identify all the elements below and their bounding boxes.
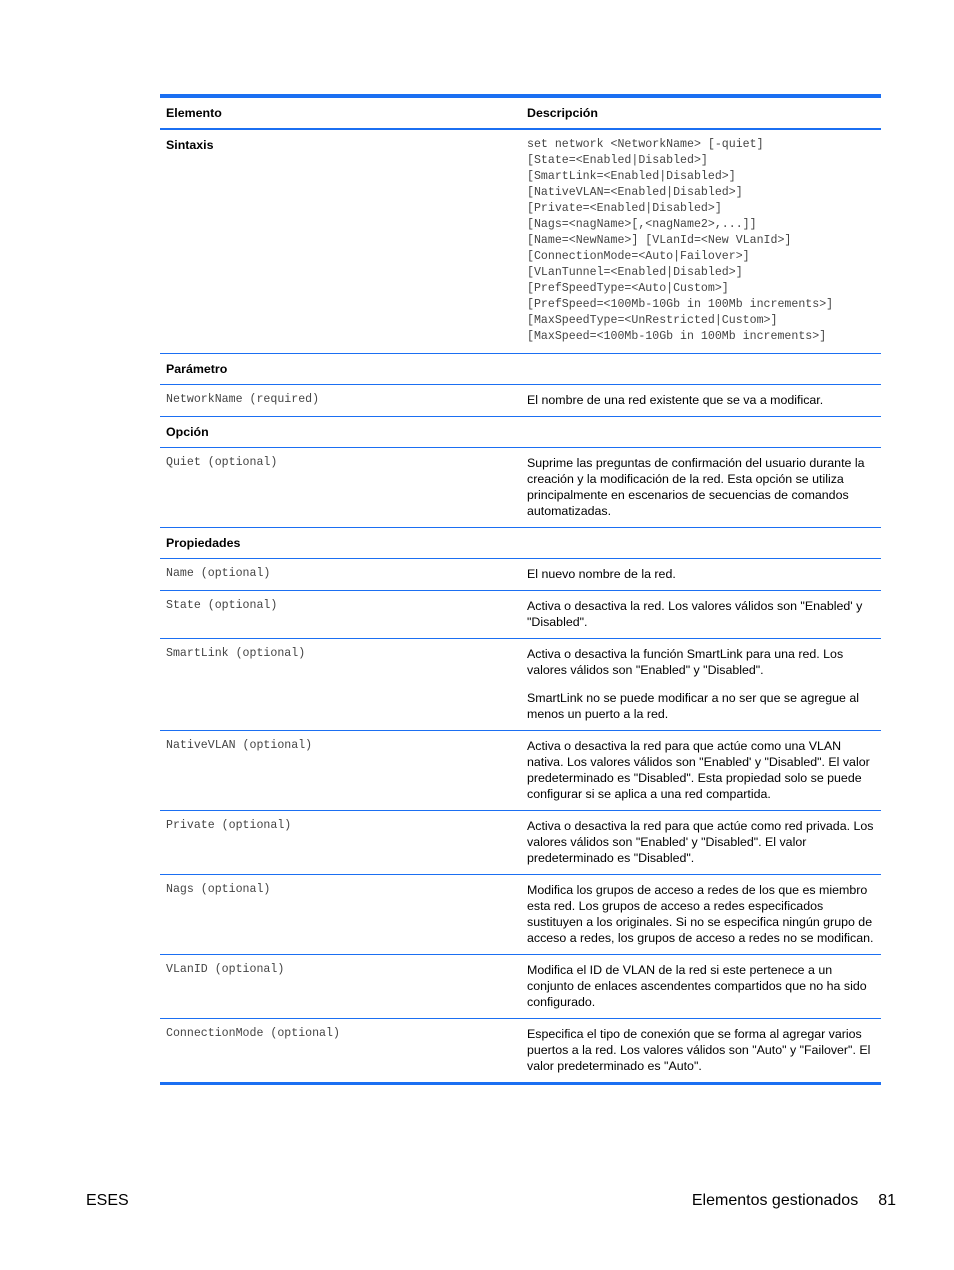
property-row-name: ConnectionMode (optional)	[166, 1027, 340, 1040]
property-row-name: NativeVLAN (optional)	[166, 739, 313, 752]
syntax-line: [PrefSpeed=<100Mb-10Gb in 100Mb increments>]	[527, 298, 834, 311]
description-paragraph: El nombre de una red existente que se va a modificar.	[527, 393, 824, 407]
syntax-label: Sintaxis	[166, 138, 214, 152]
property-row-description	[521, 1019, 881, 1082]
property-row-name: Private (optional)	[166, 819, 292, 832]
property-row	[160, 875, 881, 955]
property-row-description	[521, 731, 881, 810]
parameter-row-name: NetworkName (required)	[166, 393, 320, 406]
description-paragraph: Activa o desactiva la red para que actúe como una VLAN nativa. Los valores válidos son "Enabled' y "Disabled". El valor predeterminado es "Disabled". Esta propiedad solo se puede configurar si se aplica a una red compartida.	[527, 739, 870, 801]
syntax-line: [MaxSpeed=<100Mb-10Gb in 100Mb increments>]	[527, 330, 827, 343]
property-row	[160, 1019, 881, 1082]
option-section-row	[160, 417, 881, 448]
syntax-line: [State=<Enabled|Disabled>]	[527, 154, 708, 167]
property-row	[160, 559, 881, 591]
description-paragraph: SmartLink no se puede modificar a no ser que se agregue al menos un puerto a la red.	[527, 691, 859, 721]
option-section-label: Opción	[166, 425, 209, 439]
property-row	[160, 639, 881, 731]
syntax-line: [Name=<NewName>] [VLanId=<New VLanId>]	[527, 234, 792, 247]
property-row-description	[521, 591, 881, 638]
table-header-row	[160, 98, 881, 130]
footer-page-info	[692, 1192, 896, 1210]
footer-section-title: Elementos gestionados	[691, 1192, 859, 1209]
syntax-line: [Private=<Enabled|Disabled>]	[527, 202, 722, 215]
description-paragraph: Activa o desactiva la red para que actúe como red privada. Los valores válidos son "Enabled' y "Disabled". El valor predeterminado es "Disabled".	[527, 819, 874, 865]
description-paragraph: Modifica el ID de VLAN de la red si este pertenece a un conjunto de enlaces ascendentes compartidos que no ha sido configurado.	[527, 963, 867, 1009]
header-description: Descripción	[527, 106, 598, 120]
syntax-line: [SmartLink=<Enabled|Disabled>]	[527, 170, 736, 183]
syntax-code	[521, 130, 881, 353]
page-number: 81	[878, 1192, 896, 1209]
property-row-description	[521, 559, 881, 590]
property-row	[160, 955, 881, 1019]
description-paragraph: Suprime las preguntas de confirmación del usuario durante la creación y la modificación de la red. Esta opción se utiliza principalmente en escenarios de secuencias de comandos automatizadas.	[527, 456, 865, 518]
description-paragraph: Modifica los grupos de acceso a redes de los que es miembro esta red. Los grupos de acceso a redes especificados sustituyen a los originales. Si no se especifica ningún grupo de acceso a redes, los grupos de acceso a redes no se modifican.	[527, 883, 874, 945]
parameter-row-description	[521, 385, 881, 416]
property-row-name: SmartLink (optional)	[166, 647, 306, 660]
syntax-line: [VLanTunnel=<Enabled|Disabled>]	[527, 266, 743, 279]
footer-locale: ESES	[86, 1192, 129, 1209]
parameter-row	[160, 385, 881, 417]
option-row-name: Quiet (optional)	[166, 456, 278, 469]
description-paragraph: El nuevo nombre de la red.	[527, 567, 676, 581]
description-paragraph: Especifica el tipo de conexión que se forma al agregar varios puertos a la red. Los valores válidos son "Auto" y "Failover". El valor predeterminado es "Auto".	[527, 1027, 871, 1073]
option-row	[160, 448, 881, 528]
parameter-section-row	[160, 354, 881, 385]
syntax-row	[160, 130, 881, 354]
syntax-line: set network <NetworkName> [-quiet]	[527, 138, 764, 151]
properties-section-row	[160, 528, 881, 559]
property-row-description	[521, 875, 881, 954]
syntax-line: [MaxSpeedType=<UnRestricted|Custom>]	[527, 314, 778, 327]
property-row	[160, 591, 881, 639]
commands-table	[160, 94, 881, 1085]
property-row-name: State (optional)	[166, 599, 278, 612]
property-row-name: Nags (optional)	[166, 883, 271, 896]
description-paragraph: Activa o desactiva la función SmartLink para una red. Los valores válidos son "Enabled" y "Disabled".	[527, 647, 844, 677]
property-row-description	[521, 955, 881, 1018]
property-row-name: VLanID (optional)	[166, 963, 285, 976]
property-row-description	[521, 811, 881, 874]
properties-section-label: Propiedades	[166, 536, 241, 550]
syntax-line: [ConnectionMode=<Auto|Failover>]	[527, 250, 750, 263]
syntax-line: [Nags=<nagName>[,<nagName2>,...]]	[527, 218, 757, 231]
property-row	[160, 811, 881, 875]
header-element: Elemento	[166, 106, 222, 120]
syntax-line: [PrefSpeedType=<Auto|Custom>]	[527, 282, 729, 295]
parameter-section-label: Parámetro	[166, 362, 228, 376]
description-paragraph: Activa o desactiva la red. Los valores válidos son "Enabled' y "Disabled".	[527, 599, 863, 629]
property-row	[160, 731, 881, 811]
property-row-description	[521, 639, 881, 730]
property-row-name: Name (optional)	[166, 567, 271, 580]
syntax-line: [NativeVLAN=<Enabled|Disabled>]	[527, 186, 743, 199]
option-row-description	[521, 448, 881, 527]
